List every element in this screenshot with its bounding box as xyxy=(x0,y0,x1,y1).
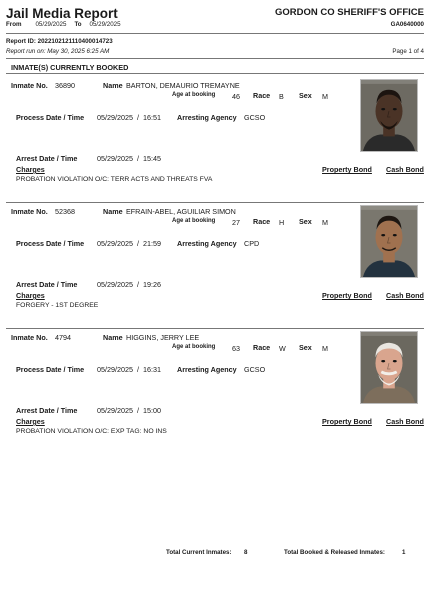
arresting-agency-label: Arresting Agency xyxy=(177,113,237,122)
sex-label: Sex xyxy=(299,217,312,226)
arresting-agency-label: Arresting Agency xyxy=(177,239,237,248)
process-date: 05/29/2025 xyxy=(97,365,133,374)
process-date-value: 05/29/2025 / 16:51 xyxy=(97,113,161,122)
process-date: 05/29/2025 xyxy=(97,239,133,248)
inmate-record xyxy=(0,78,430,198)
process-date-value: 05/29/2025 / 21:59 xyxy=(97,239,161,248)
sex-value: M xyxy=(322,218,328,227)
arrest-date-label: Arrest Date / Time xyxy=(16,280,78,289)
process-time: 21:59 xyxy=(142,239,161,248)
property-bond-label: Property Bond xyxy=(322,291,372,300)
section-title: INMATE(S) CURRENTLY BOOKED xyxy=(11,63,129,72)
arresting-agency-value: GCSO xyxy=(244,113,266,122)
property-bond-label: Property Bond xyxy=(322,165,372,174)
office-name: GORDON CO SHERIFF'S OFFICE xyxy=(275,7,424,18)
arrest-date-value: 05/29/2025 / 15:00 xyxy=(97,406,161,415)
charges-label: Charges xyxy=(16,165,45,174)
charge-description: PROBATION VIOLATION O/C: EXP TAG: NO INS xyxy=(16,428,167,435)
arrest-time: 19:26 xyxy=(142,280,161,289)
report-run-on: Report run on: May 30, 2025 6:25 AM xyxy=(6,48,110,55)
report-title: Jail Media Report xyxy=(6,6,118,21)
age-value: 63 xyxy=(232,344,240,353)
age-value: 27 xyxy=(232,218,240,227)
to-label: To xyxy=(74,21,82,28)
report-id: Report ID: 2022102121110400014723 xyxy=(6,38,113,45)
arrest-date: 05/29/2025 xyxy=(97,406,133,415)
arrest-date: 05/29/2025 xyxy=(97,154,133,163)
inmate-name: BARTON, DEMAURIO TREMAYNE xyxy=(126,81,240,90)
from-date: 05/29/2025 xyxy=(35,21,67,28)
charge-description: FORGERY - 1ST DEGREE xyxy=(16,302,99,309)
process-date: 05/29/2025 xyxy=(97,113,133,122)
cash-bond-label: Cash Bond xyxy=(386,291,424,300)
name-label: Name xyxy=(103,333,123,342)
arrest-date-label: Arrest Date / Time xyxy=(16,406,78,415)
total-current-value: 8 xyxy=(244,549,248,556)
arresting-agency-value: GCSO xyxy=(244,365,266,374)
inmate-record xyxy=(0,204,430,324)
name-label: Name xyxy=(103,207,123,216)
inmate-no-value: 4794 xyxy=(55,333,71,342)
ori-code: GA0640000 xyxy=(390,21,424,28)
total-booked-value: 1 xyxy=(402,549,406,556)
inmate-record xyxy=(0,330,430,450)
sex-label: Sex xyxy=(299,91,312,100)
process-time: 16:51 xyxy=(142,113,161,122)
inmate-no-value: 36890 xyxy=(55,81,75,90)
inmate-name: EFRAIN-ABEL, AGUILIAR SIMON xyxy=(126,207,236,216)
race-value: W xyxy=(279,344,286,353)
total-current-label: Total Current Inmates: xyxy=(166,549,232,556)
arresting-agency-label: Arresting Agency xyxy=(177,365,237,374)
mugshot-illustration xyxy=(361,206,417,277)
inmate-no-label: Inmate No. xyxy=(11,207,48,216)
mugshot-illustration xyxy=(361,332,417,403)
to-date: 05/29/2025 xyxy=(89,21,121,28)
from-label: From xyxy=(6,21,22,28)
process-date-label: Process Date / Time xyxy=(16,113,85,122)
process-time: 16:31 xyxy=(142,365,161,374)
section-divider-bottom xyxy=(6,73,424,74)
arrest-date-value: 05/29/2025 / 19:26 xyxy=(97,280,161,289)
process-date-label: Process Date / Time xyxy=(16,365,85,374)
record-divider xyxy=(6,328,424,329)
arrest-date-value: 05/29/2025 / 15:45 xyxy=(97,154,161,163)
charges-label: Charges xyxy=(16,291,45,300)
sex-label: Sex xyxy=(299,343,312,352)
name-label: Name xyxy=(103,81,123,90)
mugshot-photo xyxy=(360,79,418,152)
age-value: 46 xyxy=(232,92,240,101)
section-divider-top xyxy=(6,58,424,59)
age-label: Age at booking xyxy=(172,218,216,224)
race-label: Race xyxy=(253,343,271,352)
race-value: B xyxy=(279,92,284,101)
mugshot-photo xyxy=(360,331,418,404)
sex-value: M xyxy=(322,344,328,353)
property-bond-label: Property Bond xyxy=(322,417,372,426)
inmate-no-label: Inmate No. xyxy=(11,333,48,342)
process-date-label: Process Date / Time xyxy=(16,239,85,248)
sex-value: M xyxy=(322,92,328,101)
page-number: Page 1 of 4 xyxy=(392,48,424,55)
header-divider xyxy=(6,33,424,34)
inmate-no-value: 52368 xyxy=(55,207,75,216)
charges-label: Charges xyxy=(16,417,45,426)
age-label: Age at booking xyxy=(172,92,216,98)
cash-bond-label: Cash Bond xyxy=(386,417,424,426)
age-label: Age at booking xyxy=(172,344,216,350)
arrest-date-label: Arrest Date / Time xyxy=(16,154,78,163)
race-label: Race xyxy=(253,91,271,100)
mugshot-photo xyxy=(360,205,418,278)
race-label: Race xyxy=(253,217,271,226)
inmate-no-label: Inmate No. xyxy=(11,81,48,90)
arresting-agency-value: CPD xyxy=(244,239,260,248)
arrest-time: 15:00 xyxy=(142,406,161,415)
arrest-time: 15:45 xyxy=(142,154,161,163)
race-value: H xyxy=(279,218,285,227)
cash-bond-label: Cash Bond xyxy=(386,165,424,174)
arrest-date: 05/29/2025 xyxy=(97,280,133,289)
mugshot-illustration xyxy=(361,80,417,151)
charge-description: PROBATION VIOLATION O/C: TERR ACTS AND THREATS FVA xyxy=(16,176,213,183)
process-date-value: 05/29/2025 / 16:31 xyxy=(97,365,161,374)
inmate-name: HIGGINS, JERRY LEE xyxy=(126,333,200,342)
date-range xyxy=(6,21,121,28)
total-booked-label: Total Booked & Released Inmates: xyxy=(284,549,385,556)
record-divider xyxy=(6,202,424,203)
